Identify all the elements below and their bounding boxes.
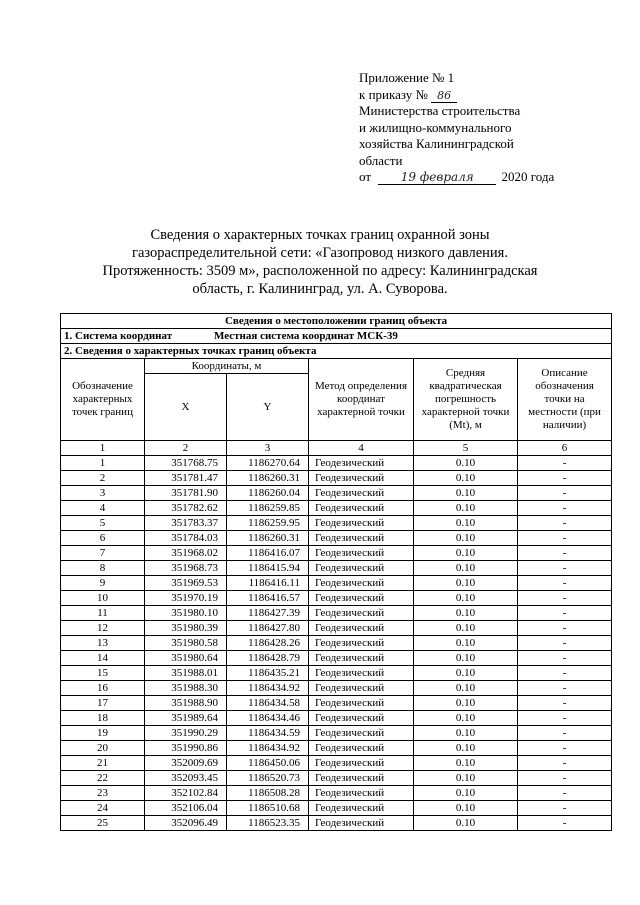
method-cell: Геодезический (309, 486, 414, 501)
method-cell: Геодезический (309, 786, 414, 801)
point-number-cell: 25 (61, 816, 145, 831)
method-cell: Геодезический (309, 696, 414, 711)
y-coord-cell: 1186428.79 (227, 651, 309, 666)
table-row (61, 666, 612, 681)
method-cell: Геодезический (309, 561, 414, 576)
col-number-2: 2 (145, 441, 227, 456)
precision-cell: 0.10 (414, 456, 518, 471)
x-coord-cell: 351781.90 (145, 486, 227, 501)
precision-cell: 0.10 (414, 681, 518, 696)
y-coord-cell: 1186434.46 (227, 711, 309, 726)
coordinate-system-row (61, 329, 612, 344)
point-number-cell: 21 (61, 756, 145, 771)
y-coord-cell: 1186415.94 (227, 561, 309, 576)
method-cell: Геодезический (309, 576, 414, 591)
header-x: X (145, 374, 227, 441)
y-coord-cell: 1186259.85 (227, 501, 309, 516)
table-row (61, 741, 612, 756)
table-row (61, 501, 612, 516)
table-row (61, 471, 612, 486)
date-suffix: 2020 года (501, 169, 555, 184)
method-cell: Геодезический (309, 531, 414, 546)
precision-cell: 0.10 (414, 636, 518, 651)
description-cell: - (518, 501, 612, 516)
point-number-cell: 15 (61, 666, 145, 681)
point-number-cell: 20 (61, 741, 145, 756)
date-line (359, 169, 599, 186)
y-coord-cell: 1186435.21 (227, 666, 309, 681)
title-line-2: газораспределительной сети: «Газопровод низкого давления. (132, 245, 508, 261)
method-cell: Геодезический (309, 546, 414, 561)
x-coord-cell: 351768.75 (145, 456, 227, 471)
table-row (61, 621, 612, 636)
description-cell: - (518, 576, 612, 591)
table-row (61, 651, 612, 666)
document-title (90, 226, 550, 298)
col-number-5: 5 (414, 441, 518, 456)
method-cell: Геодезический (309, 621, 414, 636)
precision-cell: 0.10 (414, 501, 518, 516)
table-row (61, 786, 612, 801)
point-number-cell: 17 (61, 696, 145, 711)
table-row (61, 756, 612, 771)
header-coords: Координаты, м (145, 359, 309, 374)
x-coord-cell: 351990.29 (145, 726, 227, 741)
precision-cell: 0.10 (414, 606, 518, 621)
x-coord-cell: 351988.90 (145, 696, 227, 711)
table-row (61, 801, 612, 816)
point-number-cell: 2 (61, 471, 145, 486)
point-number-cell: 4 (61, 501, 145, 516)
y-coord-cell: 1186434.92 (227, 681, 309, 696)
y-coord-cell: 1186434.58 (227, 696, 309, 711)
table-row (61, 531, 612, 546)
header-description: Описание обозначения точки на местности (при наличии) (518, 359, 612, 441)
ministry-line-3: хозяйства Калининградской (359, 136, 514, 151)
description-cell: - (518, 546, 612, 561)
x-coord-cell: 351988.01 (145, 666, 227, 681)
method-cell: Геодезический (309, 516, 414, 531)
description-cell: - (518, 786, 612, 801)
x-coord-cell: 352102.84 (145, 786, 227, 801)
points-section-label: 2. Сведения о характерных точках границ объекта (61, 344, 612, 359)
method-cell: Геодезический (309, 741, 414, 756)
y-coord-cell: 1186450.06 (227, 756, 309, 771)
table-row (61, 636, 612, 651)
appendix-title: Приложение № 1 (359, 70, 455, 85)
y-coord-cell: 1186427.80 (227, 621, 309, 636)
point-number-cell: 11 (61, 606, 145, 621)
precision-cell: 0.10 (414, 756, 518, 771)
col-number-3: 3 (227, 441, 309, 456)
description-cell: - (518, 531, 612, 546)
appendix-block (359, 70, 599, 186)
point-number-cell: 24 (61, 801, 145, 816)
point-number-cell: 7 (61, 546, 145, 561)
point-number-cell: 23 (61, 786, 145, 801)
y-coord-cell: 1186428.26 (227, 636, 309, 651)
description-cell: - (518, 756, 612, 771)
x-coord-cell: 351782.62 (145, 501, 227, 516)
x-coord-cell: 351980.39 (145, 621, 227, 636)
method-cell: Геодезический (309, 711, 414, 726)
x-coord-cell: 351980.64 (145, 651, 227, 666)
title-line-4: область, г. Калининград, ул. А. Суворова. (192, 281, 448, 297)
table-row (61, 546, 612, 561)
ministry-line-1: Министерства строительства (359, 103, 521, 118)
table-row (61, 816, 612, 831)
header-precision: Средняя квадратическая погрешность характерной точки (Mt), м (414, 359, 518, 441)
description-cell: - (518, 456, 612, 471)
x-coord-cell: 351969.53 (145, 576, 227, 591)
point-number-cell: 19 (61, 726, 145, 741)
boundary-points-table (60, 313, 612, 831)
point-number-cell: 16 (61, 681, 145, 696)
point-number-cell: 18 (61, 711, 145, 726)
y-coord-cell: 1186416.11 (227, 576, 309, 591)
table-row (61, 591, 612, 606)
y-coord-cell: 1186259.95 (227, 516, 309, 531)
order-number-handwritten: 86 (431, 90, 457, 103)
description-cell: - (518, 726, 612, 741)
method-cell: Геодезический (309, 681, 414, 696)
coordinate-system-value: Местная система координат МСК-39 (214, 329, 398, 342)
point-number-cell: 22 (61, 771, 145, 786)
date-handwritten: 19 февраля (378, 170, 496, 185)
method-cell: Геодезический (309, 726, 414, 741)
ministry-line-2: и жилищно-коммунального (359, 119, 512, 135)
col-number-1: 1 (61, 441, 145, 456)
description-cell: - (518, 696, 612, 711)
method-cell: Геодезический (309, 636, 414, 651)
precision-cell: 0.10 (414, 786, 518, 801)
col-number-4: 4 (309, 441, 414, 456)
precision-cell: 0.10 (414, 591, 518, 606)
point-number-cell: 5 (61, 516, 145, 531)
x-coord-cell: 352106.04 (145, 801, 227, 816)
y-coord-cell: 1186260.31 (227, 531, 309, 546)
method-cell: Геодезический (309, 666, 414, 681)
method-cell: Геодезический (309, 591, 414, 606)
table-row (61, 726, 612, 741)
table-row (61, 771, 612, 786)
method-cell: Геодезический (309, 501, 414, 516)
y-coord-cell: 1186260.31 (227, 471, 309, 486)
table-row (61, 696, 612, 711)
header-point: Обозначение характерных точек границ (61, 359, 145, 441)
point-number-cell: 1 (61, 456, 145, 471)
precision-cell: 0.10 (414, 576, 518, 591)
method-cell: Геодезический (309, 771, 414, 786)
date-prefix: от (359, 169, 372, 184)
table-row (61, 516, 612, 531)
table-row (61, 456, 612, 471)
precision-cell: 0.10 (414, 666, 518, 681)
precision-cell: 0.10 (414, 531, 518, 546)
x-coord-cell: 351990.86 (145, 741, 227, 756)
y-coord-cell: 1186434.92 (227, 741, 309, 756)
method-cell: Геодезический (309, 801, 414, 816)
description-cell: - (518, 711, 612, 726)
coordinate-system-label: 1. Система координат (64, 329, 173, 342)
description-cell: - (518, 471, 612, 486)
y-coord-cell: 1186270.64 (227, 456, 309, 471)
precision-cell: 0.10 (414, 651, 518, 666)
description-cell: - (518, 636, 612, 651)
y-coord-cell: 1186523.35 (227, 816, 309, 831)
point-number-cell: 10 (61, 591, 145, 606)
description-cell: - (518, 621, 612, 636)
precision-cell: 0.10 (414, 546, 518, 561)
order-prefix: к приказу № (359, 86, 428, 102)
table-row (61, 681, 612, 696)
point-number-cell: 6 (61, 531, 145, 546)
table-row (61, 711, 612, 726)
x-coord-cell: 351980.58 (145, 636, 227, 651)
header-y: Y (227, 374, 309, 441)
description-cell: - (518, 651, 612, 666)
point-number-cell: 9 (61, 576, 145, 591)
precision-cell: 0.10 (414, 741, 518, 756)
description-cell: - (518, 561, 612, 576)
method-cell: Геодезический (309, 471, 414, 486)
x-coord-cell: 351781.47 (145, 471, 227, 486)
point-number-cell: 14 (61, 651, 145, 666)
y-coord-cell: 1186416.57 (227, 591, 309, 606)
method-cell: Геодезический (309, 651, 414, 666)
x-coord-cell: 351989.64 (145, 711, 227, 726)
precision-cell: 0.10 (414, 696, 518, 711)
precision-cell: 0.10 (414, 471, 518, 486)
y-coord-cell: 1186416.07 (227, 546, 309, 561)
x-coord-cell: 351980.10 (145, 606, 227, 621)
title-line-3: Протяженность: 3509 м», расположенной по адресу: Калининградская (102, 263, 538, 279)
order-line (359, 87, 599, 104)
precision-cell: 0.10 (414, 486, 518, 501)
table-caption: Сведения о местоположении границ объекта (61, 314, 612, 329)
precision-cell: 0.10 (414, 711, 518, 726)
x-coord-cell: 351968.02 (145, 546, 227, 561)
description-cell: - (518, 516, 612, 531)
precision-cell: 0.10 (414, 561, 518, 576)
description-cell: - (518, 801, 612, 816)
title-line-1: Сведения о характерных точках границ охранной зоны (150, 227, 490, 243)
x-coord-cell: 352093.45 (145, 771, 227, 786)
precision-cell: 0.10 (414, 771, 518, 786)
x-coord-cell: 352096.49 (145, 816, 227, 831)
x-coord-cell: 351988.30 (145, 681, 227, 696)
point-number-cell: 3 (61, 486, 145, 501)
description-cell: - (518, 741, 612, 756)
description-cell: - (518, 816, 612, 831)
x-coord-cell: 351784.03 (145, 531, 227, 546)
description-cell: - (518, 666, 612, 681)
table-row (61, 576, 612, 591)
description-cell: - (518, 681, 612, 696)
x-coord-cell: 351970.19 (145, 591, 227, 606)
y-coord-cell: 1186510.68 (227, 801, 309, 816)
point-number-cell: 13 (61, 636, 145, 651)
col-number-6: 6 (518, 441, 612, 456)
y-coord-cell: 1186260.04 (227, 486, 309, 501)
ministry-line-4: области (359, 152, 403, 168)
x-coord-cell: 351968.73 (145, 561, 227, 576)
table-row (61, 606, 612, 621)
precision-cell: 0.10 (414, 516, 518, 531)
point-number-cell: 8 (61, 561, 145, 576)
precision-cell: 0.10 (414, 816, 518, 831)
y-coord-cell: 1186434.59 (227, 726, 309, 741)
description-cell: - (518, 486, 612, 501)
precision-cell: 0.10 (414, 621, 518, 636)
y-coord-cell: 1186520.73 (227, 771, 309, 786)
table-row (61, 561, 612, 576)
method-cell: Геодезический (309, 756, 414, 771)
description-cell: - (518, 606, 612, 621)
x-coord-cell: 351783.37 (145, 516, 227, 531)
precision-cell: 0.10 (414, 801, 518, 816)
method-cell: Геодезический (309, 606, 414, 621)
method-cell: Геодезический (309, 816, 414, 831)
method-cell: Геодезический (309, 456, 414, 471)
y-coord-cell: 1186427.39 (227, 606, 309, 621)
header-method: Метод определения координат характерной точки (309, 359, 414, 441)
y-coord-cell: 1186508.28 (227, 786, 309, 801)
x-coord-cell: 352009.69 (145, 756, 227, 771)
description-cell: - (518, 591, 612, 606)
table-row (61, 486, 612, 501)
point-number-cell: 12 (61, 621, 145, 636)
description-cell: - (518, 771, 612, 786)
precision-cell: 0.10 (414, 726, 518, 741)
